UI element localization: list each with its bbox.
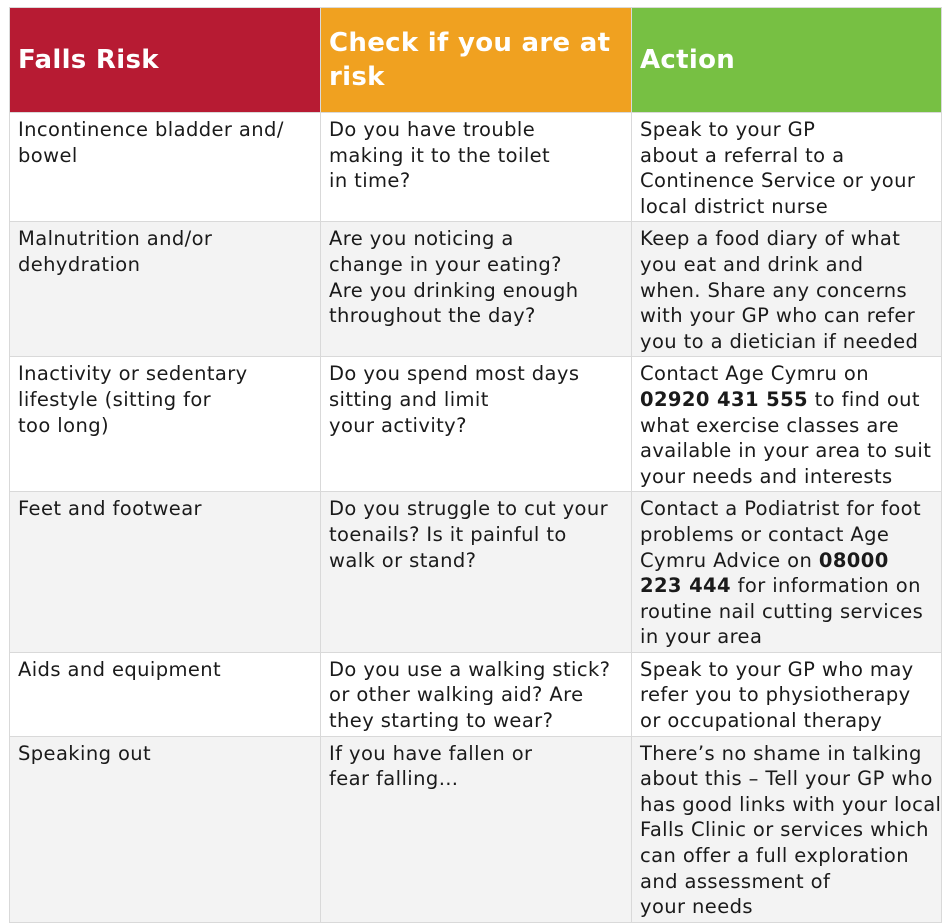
check-cell: If you have fallen or fear falling… [321, 736, 632, 922]
action-cell: Keep a food diary of what you eat and drink and when. Share any concerns with your GP who can refer you to a dietician if needed [632, 222, 942, 357]
header-falls-risk: Falls Risk [10, 8, 321, 113]
age-cymru-phone-number: 02920 431 555 [640, 387, 809, 411]
check-cell: Do you have trouble making it to the toilet in time? [321, 113, 632, 222]
header-action: Action [632, 8, 942, 113]
check-cell: Do you struggle to cut your toenails? Is it painful to walk or stand? [321, 492, 632, 653]
table-row [10, 357, 942, 492]
table-row [10, 113, 942, 222]
header-row [10, 8, 942, 113]
risk-cell: Speaking out [10, 736, 321, 922]
action-phone-line: 02920 431 555 to find out [640, 387, 920, 411]
risk-cell: Feet and footwear [10, 492, 321, 653]
action-phone-line-1: Cymru Advice on 08000 [640, 548, 889, 572]
risk-cell: Malnutrition and/or dehydration [10, 222, 321, 357]
age-cymru-advice-phone-part-1: 08000 [818, 548, 889, 572]
risk-cell: Incontinence bladder and/ bowel [10, 113, 321, 222]
check-cell: Do you spend most days sitting and limit your activity? [321, 357, 632, 492]
action-cell: Contact Age Cymru on 02920 431 555 to find out what exercise classes are available in your area to suit your needs and interests [632, 357, 942, 492]
action-cell: There’s no shame in talking about this – Tell your GP who has good links with your local Falls Clinic or services which can offer a full exploration and assessment of your needs [632, 736, 942, 922]
action-cell: Contact a Podiatrist for foot problems or contact Age Cymru Advice on 08000 223 444 for information on routine nail cutting services in your area [632, 492, 942, 653]
check-cell: Do you use a walking stick? or other walking aid? Are they starting to wear? [321, 652, 632, 736]
action-cell: Speak to your GP who may refer you to physiotherapy or occupational therapy [632, 652, 942, 736]
table-row [10, 652, 942, 736]
falls-risk-table [9, 7, 942, 923]
check-cell: Are you noticing a change in your eating? Are you drinking enough throughout the day? [321, 222, 632, 357]
age-cymru-advice-phone-part-2: 223 444 [640, 574, 731, 598]
table-row [10, 736, 942, 922]
risk-cell: Inactivity or sedentary lifestyle (sitting for too long) [10, 357, 321, 492]
header-check-if-at-risk: Check if you are at risk [321, 8, 632, 113]
action-phone-line-2: 223 444 for information on [640, 574, 921, 598]
table-row [10, 492, 942, 653]
risk-cell: Aids and equipment [10, 652, 321, 736]
falls-risk-table-container [9, 7, 941, 923]
table-row [10, 222, 942, 357]
action-cell: Speak to your GP about a referral to a Continence Service or your local district nurse [632, 113, 942, 222]
